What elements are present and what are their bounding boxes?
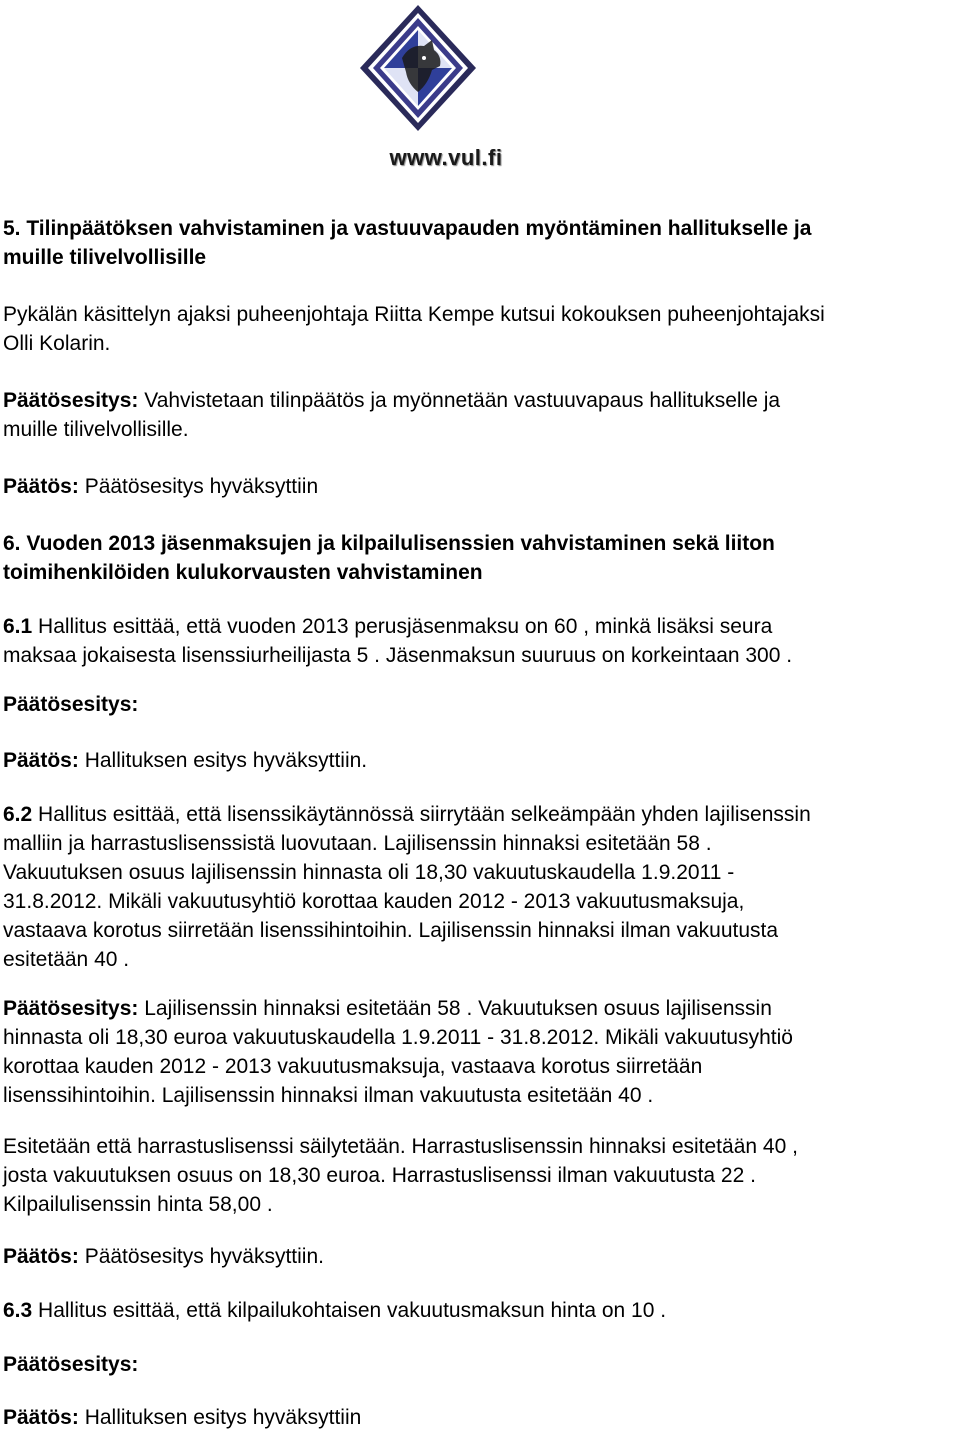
diamond-emblem-icon <box>358 0 518 150</box>
section-5-paragraph <box>3 300 948 358</box>
proposal-text: Vahvistetaan tilinpäätös ja myönnetään vastuuvapaus hallitukselle ja <box>138 389 781 412</box>
heading-line: toimihenkilöiden kulukorvausten vahvistaminen <box>3 561 483 584</box>
proposal-text: Lajilisenssin hinnaksi esitetään 58 . Vakuutuksen osuus lajilisenssin <box>138 997 772 1020</box>
section-6-2 <box>3 800 948 974</box>
section-5-decision <box>3 472 948 501</box>
text-line: esitetään 40 . <box>3 948 130 971</box>
item-text: Hallitus esittää, että lisenssikäytännössä siirrytään selkeämpään yhden lajilisenssin <box>32 803 811 826</box>
text-line: lisenssihintoihin. Lajilisenssin hinnaksi ilman vakuutusta esitetään 40 . <box>3 1084 654 1107</box>
section-6-1-proposal <box>3 690 948 719</box>
text-line: korottaa kauden 2012 - 2013 vakuutusmaksuja, vastaava korotus siirretään <box>3 1055 703 1078</box>
section-6-2-decision <box>3 1242 948 1271</box>
section-6-3-decision <box>3 1403 948 1432</box>
section-6-heading <box>3 529 948 587</box>
proposal-label: Päätösesitys: <box>3 693 139 716</box>
section-6-3 <box>3 1296 948 1325</box>
decision-label: Päätös: <box>3 1406 79 1429</box>
decision-label: Päätös: <box>3 475 79 498</box>
section-6-2-proposal <box>3 994 948 1110</box>
decision-text: Päätösesitys hyväksyttiin. <box>78 1245 324 1268</box>
section-5-heading <box>3 214 948 272</box>
item-number: 6.1 <box>3 615 33 638</box>
section-6-1 <box>3 612 948 670</box>
section-6-1-decision <box>3 746 948 775</box>
text-line: josta vakuutuksen osuus on 18,30 euroa. Harrastuslisenssi ilman vakuutusta 22 . <box>3 1164 756 1187</box>
text-line: Vakuutuksen osuus lajilisenssin hinnasta oli 18,30 vakuutuskaudella 1.9.2011 - <box>3 861 735 884</box>
item-text: Hallitus esittää, että vuoden 2013 perusjäsenmaksu on 60 , minkä lisäksi seura <box>32 615 773 638</box>
proposal-label: Päätösesitys: <box>3 1353 139 1376</box>
text-line: hinnasta oli 18,30 euroa vakuutuskaudella 1.9.2011 - 31.8.2012. Mikäli vakuutusyhtiö <box>3 1026 793 1049</box>
decision-text: Päätösesitys hyväksyttiin <box>78 475 319 498</box>
proposal-label: Päätösesitys: <box>3 389 139 412</box>
text-line: maksaa jokaisesta lisenssiurheilijasta 5 . Jäsenmaksun suuruus on korkeintaan 300 . <box>3 644 793 667</box>
text-line: Olli Kolarin. <box>3 332 111 355</box>
text-line: 31.8.2012. Mikäli vakuutusyhtiö korottaa kauden 2012 - 2013 vakuutusmaksuja, <box>3 890 745 913</box>
decision-text: Hallituksen esitys hyväksyttiin. <box>78 749 368 772</box>
item-number: 6.2 <box>3 803 33 826</box>
heading-line: muille tilivelvollisille <box>3 246 207 269</box>
decision-text: Hallituksen esitys hyväksyttiin <box>78 1406 362 1429</box>
text-line: Esitetään että harrastuslisenssi säilytetään. Harrastuslisenssin hinnaksi esitetään 40 , <box>3 1135 798 1158</box>
text-line: muille tilivelvollisille. <box>3 418 189 441</box>
heading-line: 6. Vuoden 2013 jäsenmaksujen ja kilpailulisenssien vahvistaminen sekä liiton <box>3 532 775 555</box>
decision-label: Päätös: <box>3 749 79 772</box>
heading-line: 5. Tilinpäätöksen vahvistaminen ja vastuuvapauden myöntäminen hallitukselle ja <box>3 217 812 240</box>
decision-label: Päätös: <box>3 1245 79 1268</box>
section-6-2-extra <box>3 1132 948 1219</box>
text-line: Kilpailulisenssin hinta 58,00 . <box>3 1193 273 1216</box>
item-number: 6.3 <box>3 1299 33 1322</box>
item-text: Hallitus esittää, että kilpailukohtaisen vakuutusmaksun hinta on 10 . <box>32 1299 667 1322</box>
section-6-3-proposal <box>3 1350 948 1379</box>
logo-url-text: www.vul.fi <box>389 145 503 170</box>
section-5-proposal <box>3 386 948 444</box>
text-line: Pykälän käsittelyn ajaksi puheenjohtaja Riitta Kempe kutsui kokouksen puheenjohtajaksi <box>3 303 825 326</box>
proposal-label: Päätösesitys: <box>3 997 139 1020</box>
text-line: vastaava korotus siirretään lisenssihintoihin. Lajilisenssin hinnaksi ilman vakuutusta <box>3 919 779 942</box>
text-line: malliin ja harrastuslisenssistä luovutaan. Lajilisenssin hinnaksi esitetään 58 . <box>3 832 712 855</box>
